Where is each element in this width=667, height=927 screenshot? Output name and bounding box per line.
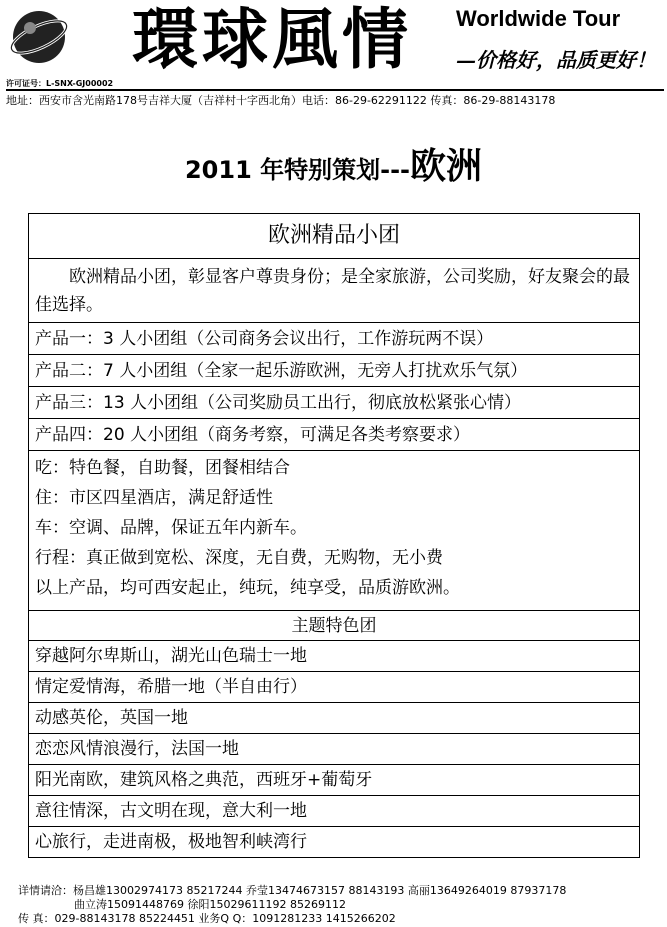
product-row-2: 产品二：7 人小团组（全家一起乐游欧洲，无旁人打扰欢乐气氛） xyxy=(29,354,639,386)
theme-row-3: 动感英伦，英国一地 xyxy=(29,702,639,733)
theme-row-4: 恋恋风情浪漫行，法国一地 xyxy=(29,733,639,764)
contact-line-2: 曲立涛15091448769 徐阳15029611192 85269112 xyxy=(74,898,346,911)
product-row-1: 产品一：3 人小团组（公司商务会议出行，工作游玩两不误） xyxy=(29,322,639,354)
license-number: 许可证号：L-SNX-GJ00002 xyxy=(6,79,114,88)
address-line: 地址：西安市含光南路178号吉祥大厦（吉祥村十字西北角）电话：86-29-62291122 传真：86-29-88143178 xyxy=(6,89,664,108)
headline-prefix: 2011 年特别策划--- xyxy=(184,156,411,184)
theme-row-5: 阳光南欧，建筑风格之典范，西班牙+葡萄牙 xyxy=(29,764,639,795)
theme-row-1: 穿越阿尔卑斯山，湖光山色瑞士一地 xyxy=(29,640,639,671)
info-block xyxy=(29,450,639,610)
headline-main: 欧洲 xyxy=(410,146,483,187)
contact-line-1: 详情请洽：杨昌雄13002974173 85217244 乔莹13474673157 88143193 高丽13649264019 87937178 xyxy=(18,884,567,897)
table-intro-text: 欧洲精品小团，彰显客户尊贵身份；是全家旅游，公司奖励，好友聚会的最佳选择。 xyxy=(35,267,630,315)
info-vehicle: 车：空调、品牌，保证五年内新车。 xyxy=(35,518,307,538)
product-row-4: 产品四：20 人小团组（商务考察，可满足各类考察要求） xyxy=(29,418,639,450)
info-itinerary: 行程：真正做到宽松、深度，无自费，无购物，无小费 xyxy=(35,548,443,568)
theme-row-6: 意往情深，古文明在现，意大利一地 xyxy=(29,795,639,826)
theme-row-7: 心旅行，走进南极，极地智利峡湾行 xyxy=(29,826,639,857)
tour-table xyxy=(28,213,640,858)
product-row-3: 产品三：13 人小团组（公司奖励员工出行，彻底放松紧张心情） xyxy=(29,386,639,418)
info-food: 吃：特色餐，自助餐，团餐相结合 xyxy=(35,458,290,478)
info-summary: 以上产品，均可西安起止，纯玩，纯享受，品质游欧洲。 xyxy=(35,578,460,598)
globe-swoosh-logo-icon xyxy=(8,6,70,68)
brand-name-chinese: 環球風情 xyxy=(132,1,412,78)
brand-name-english: Worldwide Tour xyxy=(456,6,621,31)
contact-line-3: 传 真：029-88143178 85224451 业务Q Q：1091281233 1415266202 xyxy=(18,912,396,925)
theme-section-title: 主题特色团 xyxy=(29,610,639,640)
info-hotel: 住：市区四星酒店，满足舒适性 xyxy=(35,488,273,508)
contact-info xyxy=(18,884,566,926)
table-intro xyxy=(29,258,639,322)
table-title: 欧洲精品小团 xyxy=(267,223,400,248)
page-headline xyxy=(0,138,667,189)
brand-slogan: —价格好，品质更好！ xyxy=(456,48,656,72)
theme-row-2: 情定爱情海，希腊一地（半自由行） xyxy=(29,671,639,702)
